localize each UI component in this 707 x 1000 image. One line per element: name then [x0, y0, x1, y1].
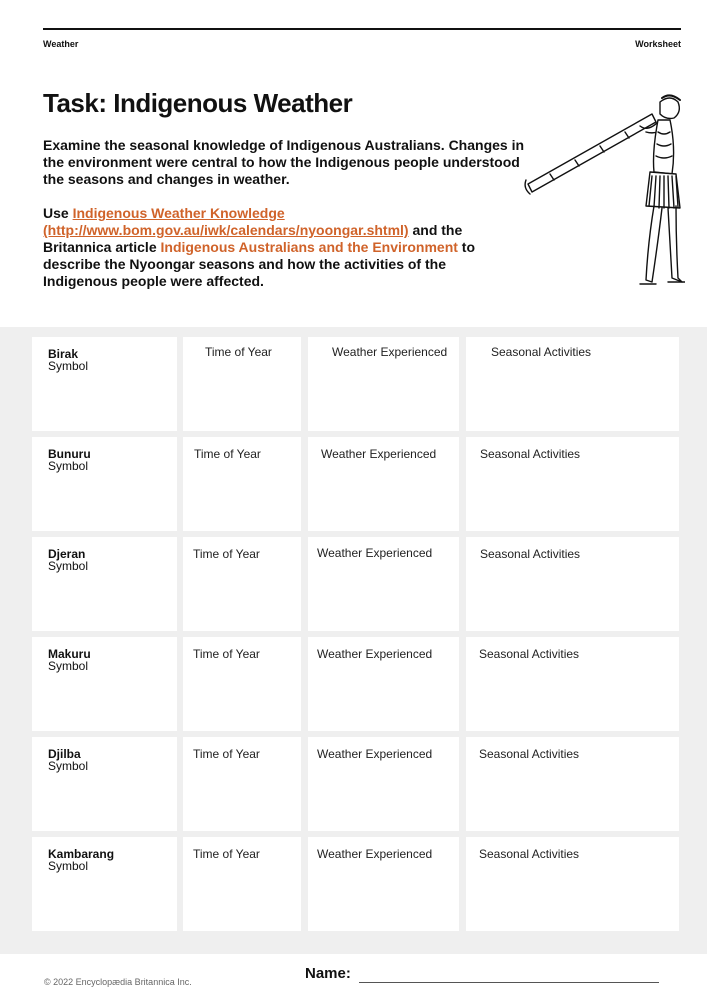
- activities-cell[interactable]: [466, 637, 679, 731]
- time-of-year-cell[interactable]: [183, 437, 301, 531]
- instructions-use: Use: [43, 205, 73, 221]
- weather-cell[interactable]: [308, 637, 459, 731]
- name-label: Name:: [305, 965, 351, 982]
- season-row-bunuru: [32, 437, 679, 531]
- time-of-year-label: Time of Year: [193, 747, 260, 761]
- symbol-label: Symbol: [48, 659, 89, 673]
- season-cell[interactable]: [32, 537, 177, 631]
- intro-text: Examine the seasonal knowledge of Indigenous Australians. Changes in the environment were central to how the Indigenous people understood the seasons and changes in weather.: [43, 137, 525, 187]
- activities-cell[interactable]: [466, 437, 679, 531]
- instructions-and-the: and the Britannica article: [43, 222, 463, 255]
- weather-cell[interactable]: [308, 837, 459, 931]
- activities-label: Seasonal Activities: [479, 847, 580, 861]
- symbol-label: Symbol: [48, 859, 89, 873]
- activities-label: Seasonal Activities: [480, 447, 581, 461]
- activities-label: Seasonal Activities: [479, 747, 580, 761]
- bom-link-text: Indigenous Weather Knowledge: [72, 205, 285, 221]
- weather-cell[interactable]: [308, 737, 459, 831]
- activities-cell[interactable]: [466, 337, 679, 431]
- symbol-label: Symbol: [48, 459, 89, 473]
- season-row-djilba: [32, 737, 679, 831]
- symbol-label: Symbol: [48, 359, 89, 373]
- season-row-kambarang: [32, 837, 679, 931]
- season-row-djeran: [32, 537, 679, 631]
- instructions-text: [43, 205, 513, 290]
- name-input-line[interactable]: [359, 982, 659, 983]
- season-name: Djilba: [48, 747, 81, 761]
- weather-label: Weather Experienced: [317, 847, 433, 861]
- weather-label: Weather Experienced: [321, 447, 437, 461]
- copyright-text: © 2022 Encyclopædia Britannica Inc.: [44, 977, 192, 987]
- season-name: Djeran: [48, 547, 86, 561]
- activities-cell[interactable]: [466, 837, 679, 931]
- activities-label: Seasonal Activities: [480, 547, 581, 561]
- time-of-year-cell[interactable]: [183, 337, 301, 431]
- time-of-year-cell[interactable]: [183, 737, 301, 831]
- weather-cell[interactable]: [308, 337, 459, 431]
- time-of-year-label: Time of Year: [194, 447, 261, 461]
- season-cell[interactable]: [32, 837, 177, 931]
- activities-label: Seasonal Activities: [491, 345, 592, 359]
- bom-link-url: (http://www.bom.gov.au/iwk/calendars/nyoongar.shtml): [43, 222, 409, 238]
- weather-label: Weather Experienced: [317, 747, 433, 761]
- time-of-year-label: Time of Year: [193, 647, 260, 661]
- season-name: Makuru: [48, 647, 91, 661]
- time-of-year-label: Time of Year: [205, 345, 272, 359]
- season-name: Birak: [48, 347, 79, 361]
- top-rule: [43, 28, 681, 30]
- didgeridoo-player-icon: [520, 92, 685, 292]
- symbol-label: Symbol: [48, 759, 89, 773]
- symbol-label: Symbol: [48, 559, 89, 573]
- header-type: Worksheet: [635, 39, 681, 49]
- time-of-year-cell[interactable]: [183, 837, 301, 931]
- seasons-table: [0, 327, 707, 954]
- season-name: Bunuru: [48, 447, 91, 461]
- season-cell[interactable]: [32, 737, 177, 831]
- time-of-year-label: Time of Year: [193, 847, 260, 861]
- header-subject: Weather: [43, 39, 79, 49]
- season-cell[interactable]: [32, 437, 177, 531]
- activities-cell[interactable]: [466, 537, 679, 631]
- weather-cell[interactable]: [308, 537, 459, 631]
- season-cell[interactable]: [32, 337, 177, 431]
- britannica-link[interactable]: Indigenous Australians and the Environment: [160, 239, 458, 255]
- weather-label: Weather Experienced: [317, 647, 433, 661]
- weather-label: Weather Experienced: [317, 546, 433, 560]
- instructions-rest: to describe the Nyoongar seasons and how the activities of the Indigenous people were affected.: [43, 239, 476, 289]
- time-of-year-cell[interactable]: [183, 637, 301, 731]
- season-name: Kambarang: [48, 847, 115, 861]
- activities-label: Seasonal Activities: [479, 647, 580, 661]
- bom-link[interactable]: [43, 205, 409, 238]
- page-title: Task: Indigenous Weather: [43, 88, 353, 118]
- time-of-year-label: Time of Year: [193, 547, 260, 561]
- season-row-birak: [32, 337, 679, 431]
- season-cell[interactable]: [32, 637, 177, 731]
- weather-label: Weather Experienced: [332, 345, 448, 359]
- season-row-makuru: [32, 637, 679, 731]
- weather-cell[interactable]: [308, 437, 459, 531]
- time-of-year-cell[interactable]: [183, 537, 301, 631]
- activities-cell[interactable]: [466, 737, 679, 831]
